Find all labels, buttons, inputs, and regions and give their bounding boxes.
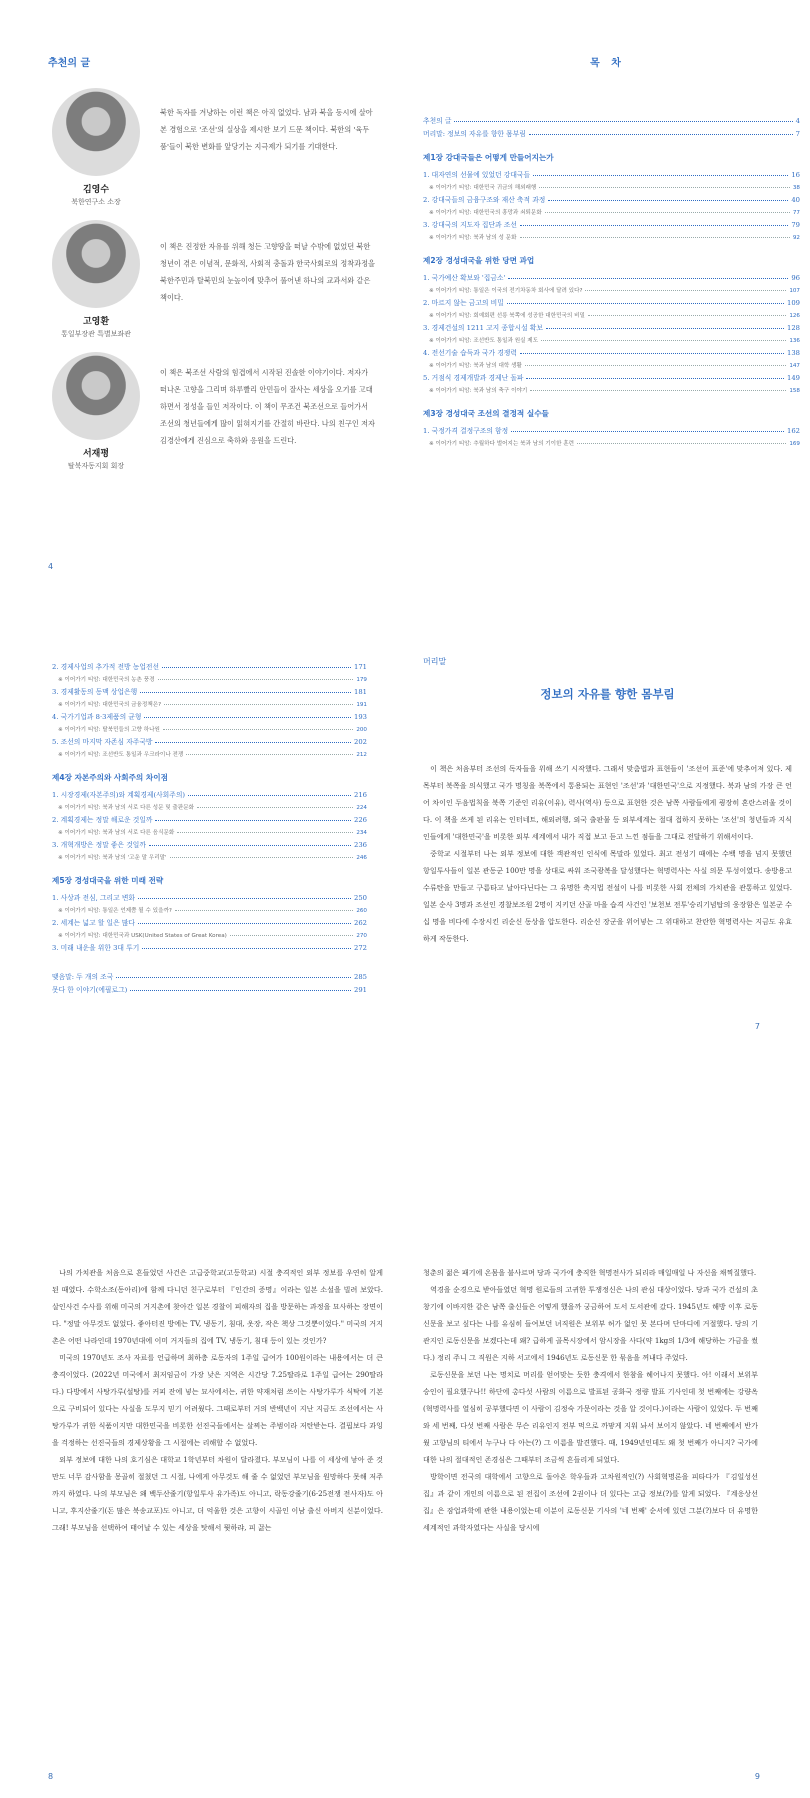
toc-leader-dots [138, 898, 351, 899]
toc-page-number: 212 [356, 752, 367, 758]
body-page-8 [0, 1200, 405, 1798]
recommendation-title: 추천의 글 [48, 58, 91, 69]
body-paragraph: 역경을 순경으로 받아들였던 혁명 원로들의 고귀한 투쟁정신은 나의 관심 대상이었다. 당과 국가 건설의 초창기에 이바지한 같은 남쪽 출신들은 어떻게 했을까 궁금하여 도서 도서관에 갔다. 1945년도 해방 이후 로동신문을 보고 싶다는 나를 유심히 들여보던 녀직원은 보위부 허가 없인 못 본다며 단마디에 거절했다. 당의 기관지인 로동신문을 보겠다는데 왜? 급하게 골목시장에서 암시장을 사다(약 1kg의 1/3에 해당하는 가금을 썼다.) 정리 주니 그 직원은 지하 서고에서 1946년도 로동신문 한 묶음을 꺼내다 주었다. [423, 1285, 758, 1362]
toc-entry-title: ※ 이어가기 티암: 대한민국 귀금의 해외래행 [429, 185, 537, 191]
toc-entry-title: 4. 전선기술 습득과 국가 경쟁력 [423, 349, 517, 357]
toc-leader-dots [507, 303, 784, 304]
recommender-2 [40, 220, 152, 339]
toc-leader-dots [170, 857, 354, 858]
toc-entry-title: ※ 이어가기 티암: 북과 남의 서로 다른 음식문화 [58, 830, 175, 836]
toc-subentry [52, 799, 367, 811]
toc-leader-dots [163, 729, 353, 730]
toc-list-2 [52, 658, 367, 994]
toc-entry [52, 733, 367, 746]
preface-paragraph: 중학교 시절부터 나는 외부 정보에 대한 객관적인 인식에 목말라 있었다. 최고 전성기 때에는 수백 명을 넘지 못했던 항일투사들이 일본 관동군 100만 명을 상대로 싸워 조국광복을 달성했다는 혁명력사는 사실 의문 투성이였다. 송방용고 수류탄을 만들고 구름타고 날아다닌다는 그 유명한 축지법 전설이 나를 비롯한 사회 전체의 가치관을 관통하고 있었다. 일본 순사 3명과 조선인 경찰보조원 2명이 지키던 산골 마을 습격 사건인 '보천보 전투'승리기념탑의 웅장함은 일본군 수십 명을 비다에 수장시킨 리순신 동상을 압도한다. 리순신 장군을 위어넣는 그 위대하고 찬란한 혁명력사는 지금도 유효하게 작동한다. [423, 849, 792, 943]
toc-entry-title: 머리말: 정보의 자유를 향한 몸부림 [423, 130, 526, 138]
toc-chapter-title: 제3장 경성대국 조선의 결정적 실수들 [423, 409, 549, 418]
toc-leader-dots [520, 353, 784, 354]
toc-page-number: 169 [789, 441, 800, 447]
recommender-3 [40, 352, 152, 471]
toc-chapter-title: 제5장 경성대국을 위한 미래 전략 [52, 876, 164, 885]
page-number: 9 [754, 1772, 760, 1781]
toc-entry-title: 추천의 글 [423, 117, 452, 125]
toc-subentry [423, 357, 800, 369]
toc-page-number: 246 [356, 855, 367, 861]
toc-entry-title: ※ 이어가기 티암: 대한민국의 금융정책은? [58, 702, 162, 708]
toc-page-number: 202 [354, 738, 367, 746]
recommender-3-text: 이 책은 북조선 사람의 힘겹에서 시작된 진솔한 이야기이다. 저자가 떠나온 고향을 그리며 하루빨리 안민들이 잘사는 세상을 오기를 고대하면서 정성을 들인 저작이다. 이 책이 무조건 북조선으로 들어가서 조선의 청년들에게 많이 읽혀지기를 간절히 바란다. 나의 친구인 저자 김경산에게 진심으로 축하와 응원을 드린다. [160, 368, 375, 445]
toc-page-number: 200 [356, 727, 367, 733]
toc-entry-title: 1. 대자연의 선물에 있었던 강대국들 [423, 171, 531, 179]
toc-entry-title: 3. 강대국의 지도자 집단과 조선 [423, 221, 517, 229]
toc-entry-title: 1. 사상과 전심, 그리고 변화 [52, 894, 135, 902]
recommendation-page [0, 0, 405, 600]
toc-leader-dots [188, 795, 351, 796]
toc-page-number: 291 [354, 986, 367, 994]
toc-entry [423, 269, 800, 282]
toc-entry [423, 369, 800, 382]
page-number: 8 [48, 1772, 54, 1781]
toc-entry-title: 3. 개혁개방은 정말 좋은 것일까 [52, 841, 146, 849]
toc-entry-title: 2. 계획경제는 정말 해로운 것일까 [52, 816, 153, 824]
toc-entry-title: ※ 이어가기 티암: 북과 남의 성 문화 [429, 235, 517, 241]
recommender-2-text: 이 책은 진정한 자유를 위해 청든 고향땅을 떠날 수밖에 없었던 북한 청년이 겪은 이념적, 문화적, 사회적 충돌과 한국사회로의 정착과정을 북한주민과 탈북민의 눈높이에 맞추어 풀어낸 하나의 교과서와 같은 책이다. [160, 242, 375, 302]
body-page-9 [405, 1200, 810, 1798]
toc-entry-title: 3. 미래 내운을 위한 3대 투기 [52, 944, 140, 952]
toc-leader-dots [186, 754, 353, 755]
toc-page-number: 16 [791, 171, 800, 179]
recommender-3-photo [52, 352, 140, 440]
toc-entry-title: ※ 이어가기 티암: 북과 남의 축구 이야기 [429, 388, 528, 394]
toc-entry-title: 1. 시장경제(자본주의)와 계획경제(사회주의) [52, 791, 186, 799]
toc-subentry [423, 307, 800, 319]
toc-leader-dots [585, 290, 786, 291]
toc-entry [52, 914, 367, 927]
toc-entry-title: ※ 이어가기 티암: 회예회편 선릉 북쪽에 성공한 대한민국의 비밀 [429, 313, 585, 319]
toc-page-number: 226 [354, 816, 367, 824]
toc-leader-dots [175, 910, 353, 911]
toc-page-number: 236 [354, 841, 367, 849]
toc-entry-title: 4. 국가기업과 8·3제품의 균형 [52, 713, 142, 721]
toc-entry [52, 981, 367, 994]
toc-page-number: 216 [354, 791, 367, 799]
toc-subentry [52, 746, 367, 758]
toc-leader-dots [508, 278, 788, 279]
body-paragraph: 외부 정보에 대한 나의 호기심은 대학교 1학년부터 차원이 달라졌다. 부모님이 나를 이 세상에 낳아 준 것만도 너무 감사함을 몽골히 절쳤던 그 시절, 나에게 아무것도 해 줄 수 없었던 부모님을 원망하다 못해 저주까지 하였다. 나의 부모님은 왜 백두산줄기(항일투사 유가족)도 아니고, 락동강줄기(6·25전쟁 전사자)도 아니고, 후지산줄기(돈 많은 북송교포)도 아니고, 더 억울한 것은 고향이 시골인 이남 출신 아버지 신분이었다. 그래! 부모님을 선택하여 태어날 수 있는 세상을 탓해서 뭣하랴, 피 끓는 [52, 1455, 383, 1532]
body-paragraph: 나의 가치관을 처음으로 흔들었던 사건은 고급중학교(고등학교) 시절 충격적인 외부 정보를 우연히 알게 된 때였다. 수학소조(동아리)에 함께 다니던 친구로부터 『인간의 증명』이라는 일본 소설을 빌려 보았다. 살인사건 수사를 위해 미국의 거지촌에 찾아간 일본 경찰이 피해자의 집을 방문하는 과정을 묘사하는 장면이다. "정말 아무것도 없었다. 좋아터진 방에는 TV, 냉동기, 침대, 옷장, 작은 책상 그것뿐이었다." 미국의 거지촌은 어떤 나라인데 1970년대에 이미 거지들의 집에 TV, 냉동기, 침대 등이 있는 것인가? [52, 1268, 383, 1345]
recommender-2-role: 통일부장관 특별보좌관 [61, 330, 131, 338]
toc-page-number: 96 [791, 274, 800, 282]
toc-page-number: 191 [356, 702, 367, 708]
toc-subentry [52, 849, 367, 861]
toc-leader-dots [155, 820, 351, 821]
body-paragraph: 청춘의 젊은 패기에 온몸을 불사르며 당과 국가에 충직한 혁명전사가 되리라 매일매일 나 자신을 채찍질했다. [423, 1268, 757, 1277]
toc-entry-title: 3. 경제건설의 1211 고지 종합시설 확보 [423, 324, 543, 332]
recommender-1-name: 김영수 [82, 185, 110, 195]
toc-entry [52, 836, 367, 849]
toc-entry [52, 708, 367, 721]
toc-entry [423, 112, 800, 125]
toc-page-number: 4 [795, 117, 800, 125]
page-number: 4 [48, 562, 54, 571]
toc-page-number: 38 [792, 185, 800, 191]
toc-entry-title: ※ 이어가기 티암: 대한민국과 USK(United States of Great Korea) [58, 933, 227, 939]
toc-leader-dots [138, 923, 351, 924]
page-8-body [52, 1264, 383, 1536]
toc-entry-title: 2. 경제사업의 추가적 전방 농업전선 [52, 663, 160, 671]
toc-entry-title: ※ 이어가기 티암: 북과 남의 대학 생활 [429, 363, 522, 369]
toc-page-number: 128 [787, 324, 800, 332]
toc-entry [423, 422, 800, 435]
toc-leader-dots [541, 340, 786, 341]
toc-entry [52, 658, 367, 671]
toc-subentry [52, 824, 367, 836]
toc-entry-title: 5. 조선의 마지막 자존심 자주국방 [52, 738, 153, 746]
toc-subentry [52, 671, 367, 683]
toc-leader-dots [533, 175, 788, 176]
toc-subentry [423, 282, 800, 294]
toc-entry [423, 125, 800, 138]
recommender-1 [40, 88, 152, 207]
toc-page-1 [405, 0, 810, 600]
toc-leader-dots [539, 187, 790, 188]
toc-page-number: 147 [789, 363, 800, 369]
toc-subentry [423, 179, 800, 191]
toc-leader-dots [142, 948, 351, 949]
toc-page-number: 79 [791, 221, 800, 229]
toc-entry-title: 맺음말: 두 개의 조국 [52, 973, 114, 981]
preface-title: 정보의 자유를 향한 몸부림 [540, 687, 675, 701]
toc-chapter-title: 제2장 경성대국을 위한 당면 과업 [423, 256, 535, 265]
toc-page-number: 224 [356, 805, 367, 811]
toc-subentry [423, 332, 800, 344]
toc-page-number: 126 [789, 313, 800, 319]
toc-page-number: 272 [354, 944, 367, 952]
toc-entry-title: ※ 이어가기 티암: 탈북민들의 고향 하나원 [58, 727, 160, 733]
toc-entry-title: ※ 이어가기 티암: 통일은 이국의 전기차동차 회사에 달려 있다? [429, 288, 583, 294]
toc-entry-title: ※ 이어가기 티암: 북과 남의 '고운 말 우리말' [58, 855, 167, 861]
toc-entry [423, 344, 800, 357]
toc-leader-dots [230, 935, 353, 936]
toc-leader-dots [454, 121, 792, 122]
toc-leader-dots [140, 692, 351, 693]
toc-page-number: 107 [789, 288, 800, 294]
preface-label: 머리말 [423, 657, 447, 666]
toc-page-number: 149 [787, 374, 800, 382]
preface-body [423, 760, 792, 947]
toc-entry [423, 216, 800, 229]
toc-leader-dots [164, 704, 353, 705]
toc-entry-title: ※ 이어가기 티암: 북과 남의 서로 다른 성문 및 출판문화 [58, 805, 195, 811]
toc-title: 목 차 [590, 58, 625, 69]
toc-leader-dots [197, 807, 353, 808]
toc-leader-dots [144, 717, 351, 718]
toc-page-number: 109 [787, 299, 800, 307]
toc-page-number: 262 [354, 919, 367, 927]
preface-page [405, 600, 810, 1200]
toc-entry-title: 5. 거점식 경제개발과 경제난 돌파 [423, 374, 524, 382]
toc-entry [423, 294, 800, 307]
recommender-3-name: 서재평 [82, 449, 110, 459]
preface-paragraph: 이 책은 처음부터 조선의 독자들을 위해 쓰기 시작했다. 그래서 맞춤법과 표현들이 '조선어 표준'에 맞추어져 있다. 제목부터 북쪽을 의식했고 국가 명칭을 북쪽에서 통용되는 표현인 '조선'과 '대한민국'으로 지정했다. 북과 남의 가장 큰 언어 차이인 두음법칙을 북쪽 기준인 리유(이유), 력사(역사) 등으로 표현한 것은 남쪽 사람들에게 굉장히 혼란스러울 것이다. 이 책을 쓰게 된 리유는 인터네트, 해외려행, 외국 출판물 등 외부세계는 절대 접하지 못하는 '조선'의 청년들과 지식인들에게 '대한민국'을 비롯한 외부 세계에서 내가 직접 보고 듣고 느낀 점들을 그대로 전달하기 위해서이다. [423, 764, 792, 841]
toc-entry [52, 683, 367, 696]
toc-leader-dots [529, 134, 793, 135]
toc-entry [52, 811, 367, 824]
toc-page-number: 270 [356, 933, 367, 939]
toc-subentry [423, 204, 800, 216]
body-paragraph: 로동신문을 보던 나는 명치로 머리를 얻어맞는 듯한 충격에서 한참을 헤어나지 못했다. 아! 이래서 보위부 승인이 필요했구나!! 하단에 총다섯 사람의 이름으로 발표된 공화국 정량 발표 기사인데 첫 번째에는 강량옥(혁명력사를 열심히 공부했다면 이 사람이 김정숙 가문이라는 것을 알 것이다.)이라는 사람이 있었다. 두 번째와 세 번째, 다섯 번째 사람은 무슨 리유인지 전부 먹으로 까맣게 지워 놔서 보이지 않았다. 네 번째에서 반가웠 고향님의 티에서 누구나 다 아는(?) 그 이름을 발견했다. 때, 1949년인데도 왜 첫 번째가 아니지? 국가에 대한 나의 절대적인 존경심은 그때부터 조금씩 흔들리게 되었다. [423, 1370, 758, 1464]
toc-entry [423, 319, 800, 332]
toc-leader-dots [548, 200, 788, 201]
toc-page-number: 77 [792, 210, 800, 216]
toc-entry [52, 939, 367, 952]
toc-entry-title: ※ 이어가기 티암: 대한민국의 흥망과 쇠퇴문화 [429, 210, 542, 216]
toc-page-number: 138 [787, 349, 800, 357]
toc-entry-title: ※ 이어가기 티암: 추월하다 벌어지는 북과 남의 기이한 훈련 [429, 441, 575, 447]
toc-page-number: 181 [354, 688, 367, 696]
toc-leader-dots [545, 212, 790, 213]
toc-page-number: 162 [787, 427, 800, 435]
recommender-1-role: 북한연구소 소장 [71, 198, 121, 206]
toc-entry [52, 889, 367, 902]
toc-leader-dots [158, 679, 354, 680]
toc-leader-dots [526, 378, 784, 379]
toc-page-number: 193 [354, 713, 367, 721]
toc-leader-dots [116, 977, 351, 978]
toc-subentry [52, 721, 367, 733]
toc-entry [52, 968, 367, 981]
toc-entry-title: 1. 국정가격 결정구조의 함정 [423, 427, 509, 435]
toc-leader-dots [177, 832, 353, 833]
toc-entry-title: 2. 강대국들의 금융구조와 재산 축적 과정 [423, 196, 546, 204]
toc-entry [52, 786, 367, 799]
toc-leader-dots [546, 328, 784, 329]
toc-subentry [52, 696, 367, 708]
toc-entry-title: ※ 이어가기 티암: 통일은 언제쯤 될 수 있을까? [58, 908, 172, 914]
toc-entry-title: 1. 국가예산 확보와 '집금소' [423, 274, 506, 282]
toc-subentry [52, 927, 367, 939]
toc-page-number: 158 [789, 388, 800, 394]
toc-leader-dots [530, 390, 786, 391]
toc-page-number: 7 [795, 130, 800, 138]
body-paragraph: 방학이면 전국의 대학에서 고향으로 돌아온 학우들과 고차원적인(?) 사회혁명론을 피타다가 『김일성선집』과 같이 개인의 이름으로 된 전집이 조선에 2권이나 더 있다는 고급 정보(?)를 알게 되었다. 『계응상선집』은 잠업과학에 관한 내용이었는데 이분이 로동신문 기사의 '네 번째' 순서에 있던 그분(?)보다 더 유명한 세계적인 과학자였다는 사실을 당시에 [423, 1472, 758, 1532]
toc-page-2 [0, 600, 405, 1200]
toc-subentry [423, 435, 800, 447]
toc-entry-title: ※ 이어가기 티암: 대한민국의 농촌 풍경 [58, 677, 155, 683]
toc-subentry [52, 902, 367, 914]
toc-page-number: 234 [356, 830, 367, 836]
toc-page-number: 171 [354, 663, 367, 671]
toc-leader-dots [130, 990, 351, 991]
toc-subentry [423, 229, 800, 241]
toc-entry-title: ※ 이어가기 티암: 조선반도 통일과 우크라이나 전쟁 [58, 752, 184, 758]
toc-leader-dots [520, 225, 788, 226]
toc-leader-dots [149, 845, 351, 846]
toc-subentry [423, 382, 800, 394]
toc-leader-dots [511, 431, 784, 432]
toc-entry-title: 못다 한 이야기(에필로그) [52, 986, 128, 994]
toc-entry [423, 191, 800, 204]
toc-leader-dots [588, 315, 786, 316]
toc-leader-dots [162, 667, 351, 668]
toc-leader-dots [155, 742, 351, 743]
toc-page-number: 260 [356, 908, 367, 914]
toc-list-1 [423, 112, 800, 447]
toc-page-number: 136 [789, 338, 800, 344]
toc-page-number: 179 [356, 677, 367, 683]
toc-page-number: 92 [792, 235, 800, 241]
toc-page-number: 40 [791, 196, 800, 204]
toc-page-number: 250 [354, 894, 367, 902]
toc-chapter-title: 제1장 강대국들은 어떻게 만들어지는가 [423, 153, 554, 162]
toc-entry-title: 2. 마르지 않는 금고의 비밀 [423, 299, 504, 307]
toc-entry-title: 3. 경제활동의 동맥 상업은행 [52, 688, 138, 696]
toc-leader-dots [525, 365, 786, 366]
toc-leader-dots [577, 443, 786, 444]
toc-entry-title: ※ 이어가기 티암: 조선반도 통일과 원실 제도 [429, 338, 539, 344]
recommender-2-photo [52, 220, 140, 308]
recommender-1-photo [52, 88, 140, 176]
recommender-3-role: 탈북자동지회 회장 [67, 462, 125, 470]
page-number: 7 [754, 1022, 760, 1031]
body-paragraph: 미국의 1970년도 조사 자료를 언급하며 최하층 로동자의 1주일 급여가 100원이라는 내용에서는 더 큰 충격이었다. (2022년 미국에서 최저임금이 가장 낮은 지역은 시간당 7.25딸라로 1주일 급여는 290딸라다.) 다방에서 사탕가루(설탕)를 커피 잔에 넣는 묘사에서는, 귀한 약재처럼 쓰이는 사탕가루가 식탁에 기본으로 구비되어 있다는 사실을 도무지 믿기 어려웠다. 그때로부터 거의 반백년이 지난 지금도 조선에서는 사탕가루가 귀한 식품이지만 대한민국을 비롯한 선진국들에서는 살찌는 주범이라 저탄받는다. 결핍보다 과잉을 걱정하는 선진국들의 경제상황을 그 시절에는 리해할 수 없었다. [52, 1353, 383, 1447]
page-9-body [423, 1264, 758, 1536]
recommender-1-text: 북한 독자를 겨냥하는 이런 책은 아직 없었다. 남과 북을 동시에 살아본 경험으로 '조선'의 실상을 제시한 보기 드문 책이다. 북한의 '육두품'들이 북한 변화를 앞당기는 지극제가 되기를 기대한다. [160, 108, 373, 151]
toc-page-number: 285 [354, 973, 367, 981]
toc-leader-dots [520, 237, 790, 238]
toc-entry [423, 166, 800, 179]
toc-chapter-title: 제4장 자본주의와 사회주의 차이점 [52, 773, 168, 782]
toc-entry-title: 2. 세계는 넓고 할 일은 많다 [52, 919, 135, 927]
recommender-2-name: 고영환 [82, 317, 110, 327]
